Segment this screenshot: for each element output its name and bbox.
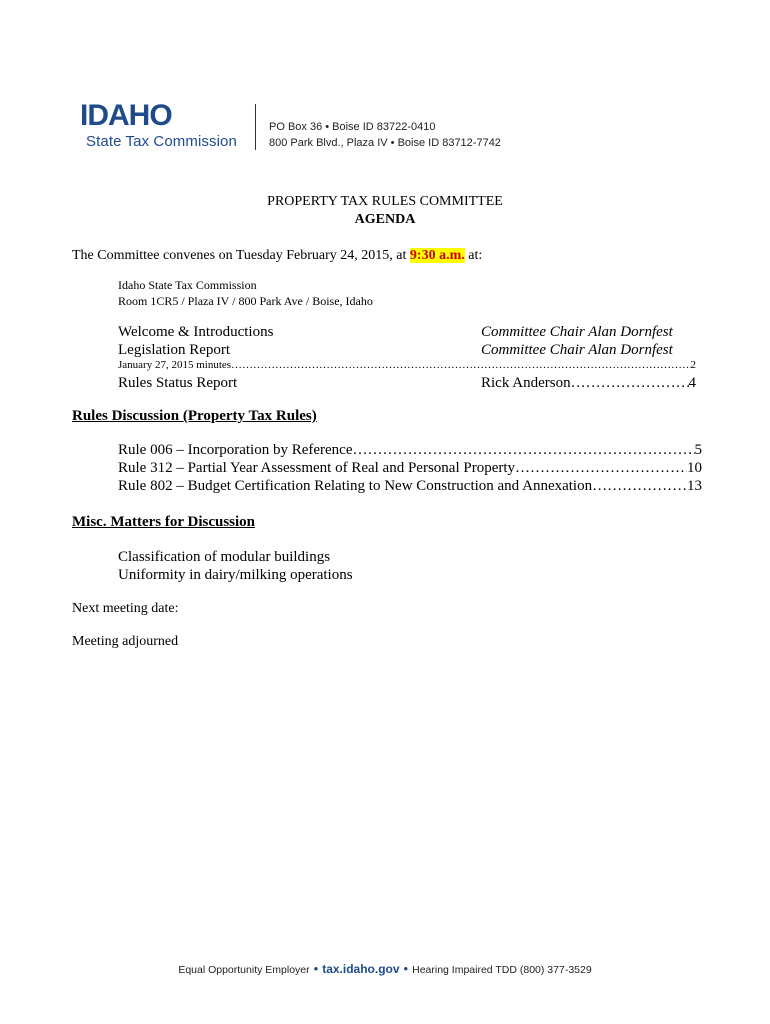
intro-after: at: [464, 248, 483, 263]
rule-label: Rule 312 – Partial Year Assessment of Real and Personal Property [118, 460, 516, 476]
location-line-2: Room 1CR5 / Plaza IV / 800 Park Ave / Boise, Idaho [118, 294, 373, 308]
footer [0, 962, 770, 977]
rule-label: Rule 006 – Incorporation by Reference [118, 442, 353, 458]
footer-website-link[interactable]: tax.idaho.gov [322, 962, 400, 976]
legislation-label: Legislation Report [118, 342, 231, 358]
page-title: PROPERTY TAX RULES COMMITTEE [267, 194, 503, 209]
minutes-page: 2 [690, 359, 696, 371]
logo-subtitle: State Tax Commission [86, 133, 237, 150]
welcome-presenter: Committee Chair Alan Dornfest [481, 324, 673, 340]
intro-before: The Committee convenes on Tuesday February 24, 2015, at [72, 248, 410, 263]
page-subtitle: AGENDA [354, 212, 416, 227]
rule-page: 10 [687, 460, 702, 476]
footer-tdd: Hearing Impaired TDD (800) 377-3529 [412, 964, 592, 976]
rules-status-page: 4 [688, 375, 696, 391]
minutes-row [118, 359, 696, 372]
misc-item: Classification of modular buildings [118, 549, 331, 565]
leader-dots [592, 477, 687, 495]
legislation-presenter: Committee Chair Alan Dornfest [481, 342, 673, 358]
rule-page: 5 [694, 442, 702, 458]
leader-dots [515, 459, 687, 477]
rule-row [118, 477, 702, 495]
leader-dots [571, 374, 689, 392]
welcome-label: Welcome & Introductions [118, 324, 274, 340]
intro-text [72, 247, 482, 264]
rule-page: 13 [687, 478, 702, 494]
leader-dots [353, 441, 695, 459]
rules-heading: Rules Discussion (Property Tax Rules) [72, 408, 317, 424]
bullet-icon: • [403, 961, 409, 976]
rules-status-label: Rules Status Report [118, 375, 238, 391]
misc-item: Uniformity in dairy/milking operations [118, 567, 353, 583]
location-line-1: Idaho State Tax Commission [118, 278, 257, 292]
meeting-time: 9:30 a.m. [409, 248, 465, 263]
misc-heading: Misc. Matters for Discussion [72, 514, 256, 530]
leader-dots [231, 359, 690, 372]
address-line-2: 800 Park Blvd., Plaza IV • Boise ID 83712-7742 [269, 137, 501, 149]
footer-eoe: Equal Opportunity Employer [178, 964, 310, 976]
bullet-icon: • [313, 961, 319, 976]
minutes-label: January 27, 2015 minutes [118, 359, 232, 371]
rule-label: Rule 802 – Budget Certification Relating to New Construction and Annexation [118, 478, 593, 494]
rule-row [118, 459, 702, 477]
rules-status-presenter: Rick Anderson [481, 375, 571, 391]
address-line-1: PO Box 36 • Boise ID 83722-0410 [269, 121, 436, 133]
logo-idaho: IDAHO [80, 99, 172, 132]
letterhead-divider [255, 104, 256, 150]
next-meeting: Next meeting date: [72, 601, 179, 616]
rule-row [118, 441, 702, 459]
rules-status-row [481, 374, 696, 392]
meeting-adjourned: Meeting adjourned [72, 634, 179, 649]
